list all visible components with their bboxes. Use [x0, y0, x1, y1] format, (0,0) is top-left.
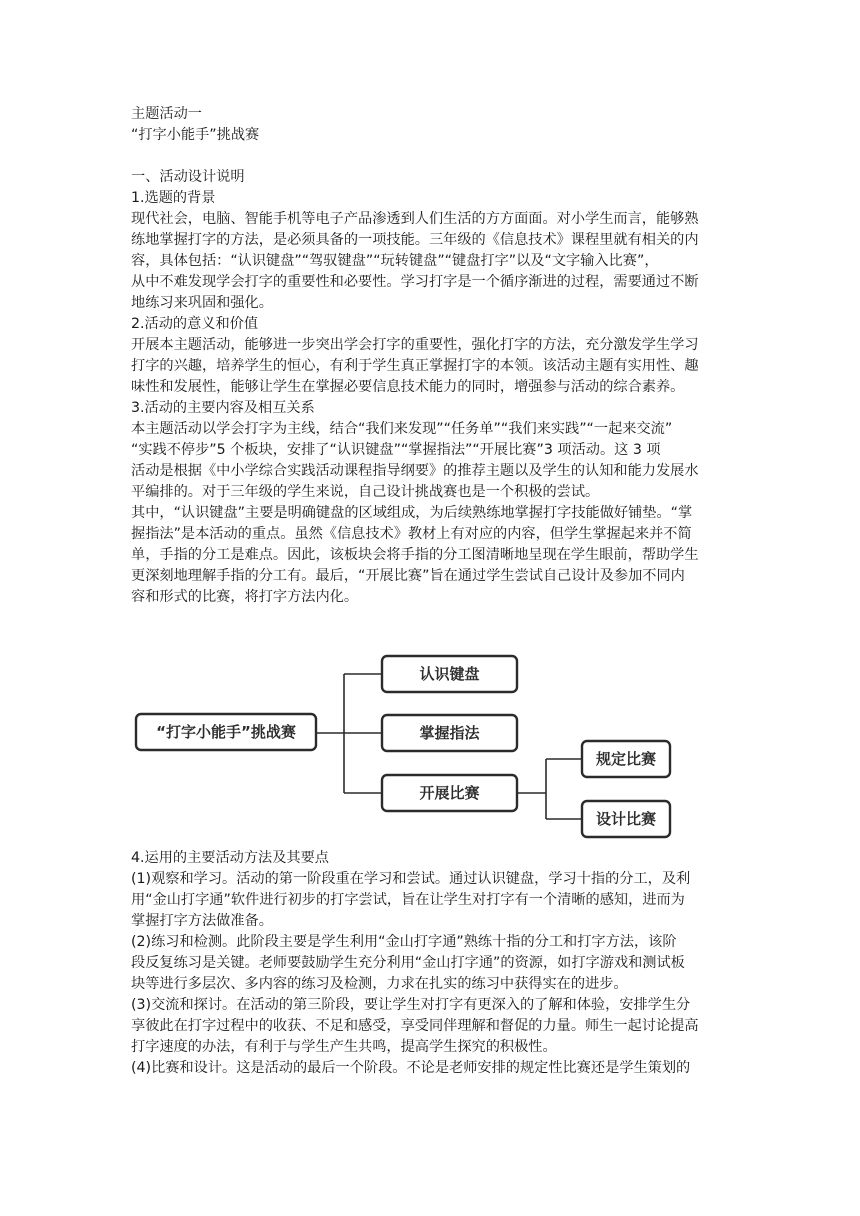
- para-line: 容，具体包括：“认识键盘”“驾驭键盘”“玩转键盘”“键盘打字”以及“文字输入比赛”，: [131, 253, 659, 269]
- para-line: 块等进行多层次、多内容的练习及检测，力求在扎实的练习中获得实在的进步。: [131, 976, 628, 992]
- subsection-heading-1: 1.选题的背景: [131, 190, 216, 206]
- topic-subtitle: “打字小能手”挑战赛: [131, 127, 260, 143]
- para-line: 平编排的。对于三年级的学生来说，自己设计挑战赛也是一个积极的尝试。: [131, 484, 600, 500]
- topic-title: 主题活动一: [131, 106, 202, 122]
- branch-node-keyboard: [382, 656, 517, 692]
- para-line: “实践不停步”5 个板块，安排了“认识键盘”“掌握指法”“开展比赛”3 项活动。这 3 项: [131, 442, 661, 458]
- branch-node-label: 认识键盘: [419, 665, 480, 683]
- para-line: 本主题活动以学会打字为主线，结合“我们来发现”“任务单”“我们来实践”“一起来交流”: [131, 421, 673, 437]
- branch-node-label: 掌握指法: [419, 724, 480, 742]
- branch-node-competition: [382, 775, 517, 811]
- leaf-node-label: 规定比赛: [595, 750, 657, 768]
- subsection-heading-3: 3.活动的主要内容及相互关系: [131, 400, 315, 416]
- para-line: (4)比赛和设计。这是活动的最后一个阶段。不论是老师安排的规定性比赛还是学生策划的: [131, 1060, 691, 1076]
- leaf-node-design-competition: [582, 801, 670, 837]
- para-line: (2)练习和检测。此阶段主要是学生利用“金山打字通”熟练十指的分工和打字方法，该阶: [131, 934, 677, 950]
- root-node: [136, 714, 316, 750]
- para-line: 活动是根据《中小学综合实践活动课程指导纲要》的推荐主题以及学生的认知和能力发展水: [131, 463, 699, 479]
- leaf-node-set-competition: [582, 741, 670, 777]
- upper-text-block: [131, 104, 731, 608]
- para-line: 用“金山打字通”软件进行初步的打字尝试，旨在让学生对打字有一个清晰的感知，进而为: [131, 892, 685, 908]
- para-line: 打字速度的办法，有利于与学生产生共鸣，提高学生探究的积极性。: [131, 1039, 557, 1055]
- para-line: 段反复练习是关键。老师要鼓励学生充分利用“金山打字通”的资源，如打字游戏和测试板: [131, 955, 685, 971]
- para-line: 开展本主题活动，能够进一步突出学会打字的重要性，强化打字的方法，充分激发学生学习: [131, 337, 699, 353]
- para-line: 单，手指的分工是难点。因此，该板块会将手指的分工图清晰地呈现在学生眼前，帮助学生: [131, 547, 699, 563]
- subsection-heading-2: 2.活动的意义和价值: [131, 316, 259, 332]
- branch-node-fingering: [382, 715, 517, 751]
- para-line: 其中，“认识键盘”主要是明确键盘的区域组成，为后续熟练地掌握打字技能做好铺垫。“掌: [131, 505, 693, 521]
- para-line: 地练习来巩固和强化。: [131, 295, 273, 311]
- leaf-node-label: 设计比赛: [595, 810, 657, 828]
- para-line: 更深刻地理解手指的分工有。最后，“开展比赛”旨在通过学生尝试自己设计及参加不同内: [131, 568, 685, 584]
- activity-structure-diagram: [130, 648, 690, 848]
- root-node-label: “打字小能手”挑战赛: [156, 723, 296, 741]
- section-heading: 一、活动设计说明: [131, 169, 245, 185]
- lower-text-block: [131, 848, 731, 1079]
- para-line: 从中不难发现学会打字的重要性和必要性。学习打字是一个循序渐进的过程，需要通过不断: [131, 274, 699, 290]
- para-line: 握指法”是本活动的重点。虽然《信息技术》教材上有对应的内容，但学生掌握起来并不简: [131, 526, 692, 542]
- branch-node-label: 开展比赛: [419, 784, 480, 802]
- para-line: 打字的兴趣，培养学生的恒心，有利于学生真正掌握打字的本领。该活动主题有实用性、趣: [131, 358, 699, 374]
- para-line: 现代社会，电脑、智能手机等电子产品渗透到人们生活的方方面面。对小学生而言，能够熟: [131, 211, 699, 227]
- para-line: 掌握打字方法做准备。: [131, 913, 273, 929]
- para-line: (1)观察和学习。活动的第一阶段重在学习和尝试。通过认识键盘，学习十指的分工，及利: [131, 871, 691, 887]
- para-line: 享彼此在打字过程中的收获、不足和感受，享受同伴理解和督促的力量。师生一起讨论提高: [131, 1018, 699, 1034]
- subsection-heading-4: 4.运用的主要活动方法及其要点: [131, 850, 329, 866]
- para-line: 容和形式的比赛，将打字方法内化。: [131, 589, 359, 605]
- para-line: (3)交流和探讨。在活动的第三阶段，要让学生对打字有更深入的了解和体验，安排学生分: [131, 997, 691, 1013]
- para-line: 味性和发展性，能够让学生在掌握必要信息技术能力的同时，增强参与活动的综合素养。: [131, 379, 685, 395]
- para-line: 练地掌握打字的方法，是必须具备的一项技能。三年级的《信息技术》课程里就有相关的内: [131, 232, 699, 248]
